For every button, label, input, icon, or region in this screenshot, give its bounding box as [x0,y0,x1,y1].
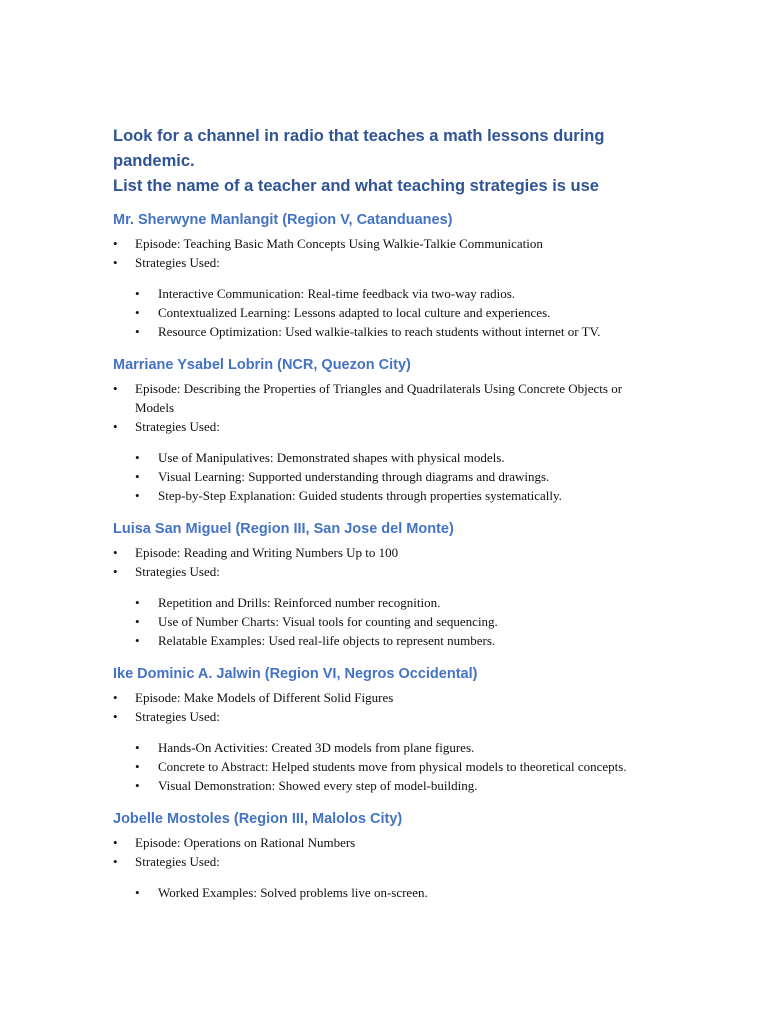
teacher-name: Ike Dominic A. Jalwin (Region VI, Negros Occidental) [113,666,478,682]
strategy-item: • Relatable Examples: Used real-life objects to represent numbers. [113,631,653,650]
strategies-list [113,738,653,795]
strategies-list [113,448,653,505]
teacher-section [113,664,653,795]
episode-item: • Episode: Teaching Basic Math Concepts Using Walkie-Talkie Communication [113,234,653,253]
strategies-label: Strategies Used: [135,419,220,434]
strategy-item: • Worked Examples: Solved problems live on-screen. [113,883,653,902]
teacher-name: Jobelle Mostoles (Region III, Malolos City) [113,811,403,827]
teacher-section [113,210,653,341]
strategy-item: • Step-by-Step Explanation: Guided students through properties systematically. [113,486,653,505]
strategy-item: • Use of Number Charts: Visual tools for counting and sequencing. [113,612,653,631]
teacher-section [113,355,653,505]
strategy-item: • Contextualized Learning: Lessons adapted to local culture and experiences. [113,303,653,322]
teacher-details-list [113,234,653,272]
strategies-item [113,417,653,436]
strategies-list [113,284,653,341]
strategy-item: • Repetition and Drills: Reinforced number recognition. [113,593,653,612]
strategies-label: Strategies Used: [135,564,220,579]
teacher-details-list [113,379,653,436]
strategy-item: • Use of Manipulatives: Demonstrated shapes with physical models. [113,448,653,467]
episode-item: • Episode: Describing the Properties of Triangles and Quadrilaterals Using Concrete Objects or Models [113,379,653,417]
strategy-item: • Hands-On Activities: Created 3D models from plane figures. [113,738,653,757]
teacher-name: Luisa San Miguel (Region III, San Jose del Monte) [113,521,454,537]
document-title [113,124,653,199]
strategy-item: • Interactive Communication: Real-time feedback via two-way radios. [113,284,653,303]
strategies-label: Strategies Used: [135,709,220,724]
document-page [113,124,653,916]
strategy-item: • Concrete to Abstract: Helped students move from physical models to theoretical concepts. [113,757,653,776]
strategies-item [113,562,653,581]
strategies-list [113,593,653,650]
teacher-details-list [113,688,653,726]
strategies-label: Strategies Used: [135,854,220,869]
strategies-item [113,707,653,726]
strategies-item [113,852,653,871]
strategy-item: • Visual Demonstration: Showed every step of model-building. [113,776,653,795]
document-title-line-1: Look for a channel in radio that teaches a math lessons during pandemic. [113,127,605,170]
episode-item: • Episode: Operations on Rational Numbers [113,833,653,852]
teacher-section [113,519,653,650]
document-title-line-2: List the name of a teacher and what teaching strategies is use [113,177,599,195]
teacher-details-list [113,543,653,581]
teacher-section [113,809,653,902]
strategies-item [113,253,653,272]
episode-item: • Episode: Reading and Writing Numbers Up to 100 [113,543,653,562]
teacher-name: Mr. Sherwyne Manlangit (Region V, Catanduanes) [113,212,453,228]
episode-item: • Episode: Make Models of Different Solid Figures [113,688,653,707]
strategy-item: • Resource Optimization: Used walkie-talkies to reach students without internet or TV. [113,322,653,341]
strategies-list [113,883,653,902]
strategies-label: Strategies Used: [135,255,220,270]
teacher-name: Marriane Ysabel Lobrin (NCR, Quezon City) [113,357,411,373]
strategy-item: • Visual Learning: Supported understanding through diagrams and drawings. [113,467,653,486]
teacher-details-list [113,833,653,871]
